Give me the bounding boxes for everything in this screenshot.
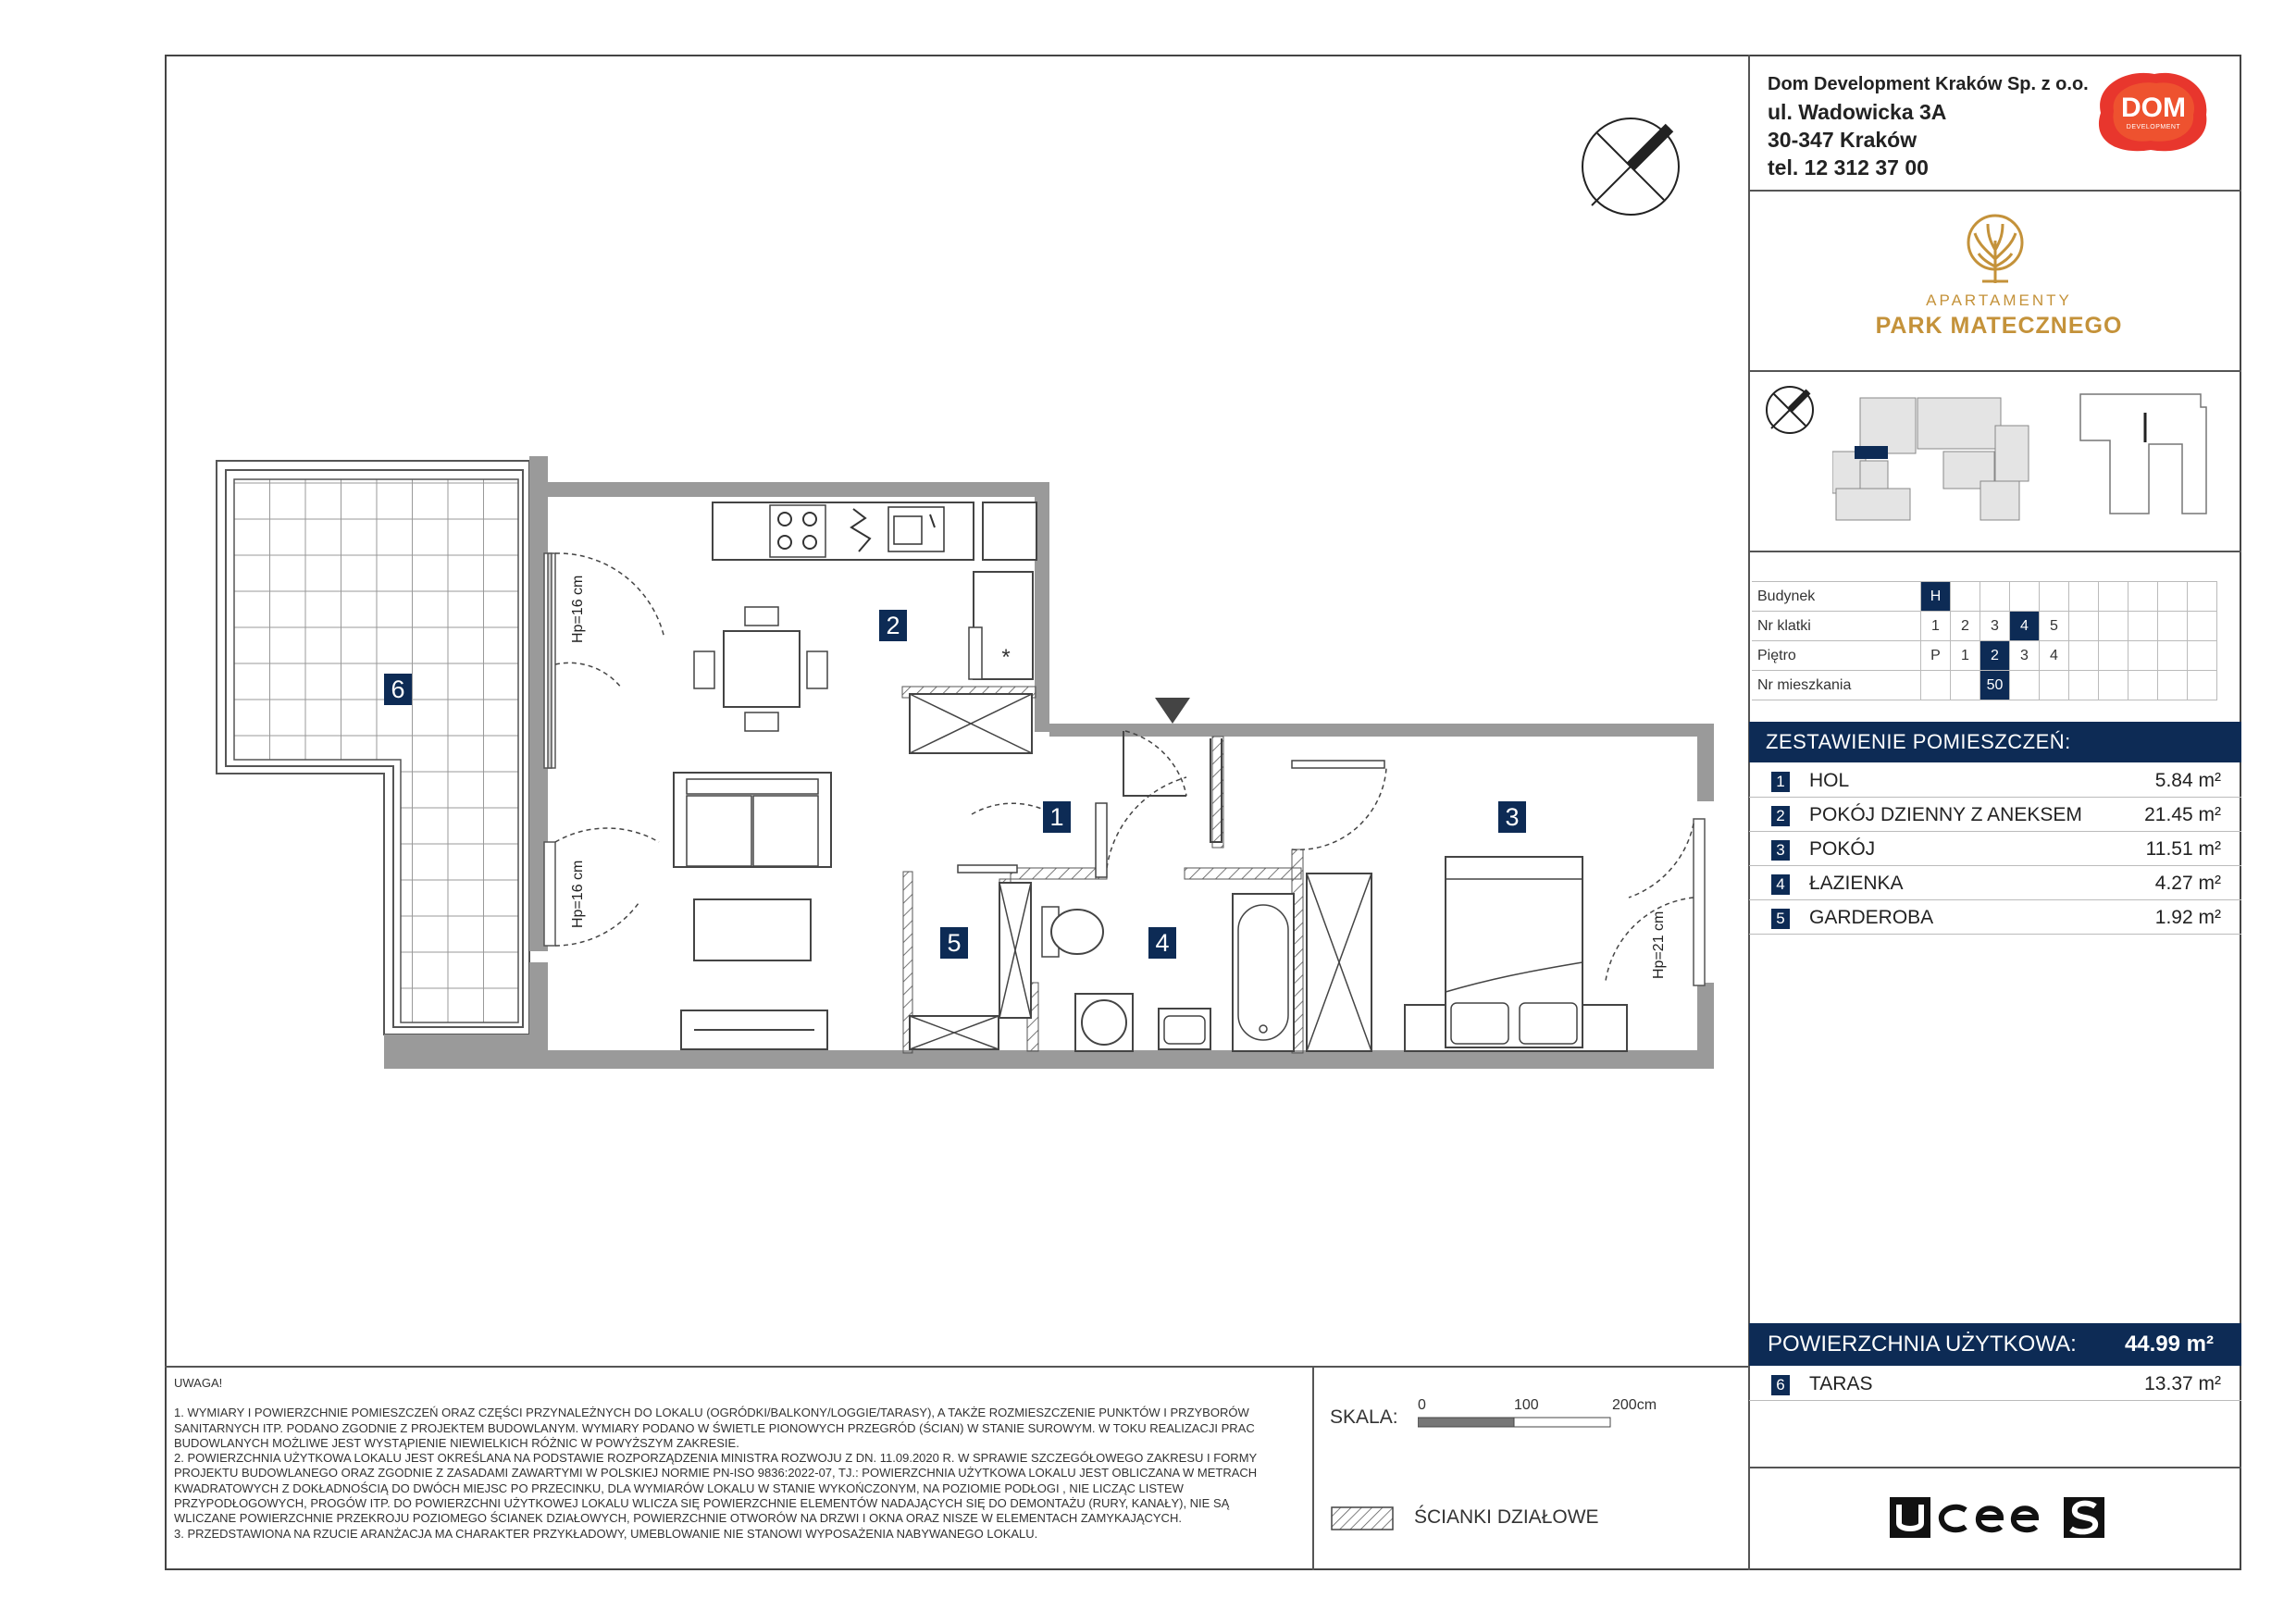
- plan-label-room-1: 1: [1043, 801, 1071, 833]
- klatka-2: 2: [1951, 612, 1980, 641]
- company-name: Dom Development Kraków Sp. z o.o.: [1768, 74, 2089, 94]
- company-address: [1768, 70, 2089, 181]
- unit-info-table: [1752, 581, 2217, 700]
- room-num: 1: [1771, 772, 1790, 792]
- plan-label-room-5: 5: [940, 927, 968, 959]
- terrace-name: TARAS: [1809, 1373, 1873, 1394]
- klatka-1: 1: [1921, 612, 1951, 641]
- room-name: ŁAZIENKA: [1809, 873, 1904, 894]
- company-city: 30-347 Kraków: [1768, 128, 1917, 152]
- project-name-line2: PARK MATECZNEGO: [1875, 313, 2123, 339]
- dom-development-logo: [2090, 67, 2214, 155]
- scale-bar: [1418, 1416, 1614, 1433]
- scale-tick-0: 0: [1418, 1397, 1426, 1413]
- panel-sep-3: [1748, 551, 2241, 552]
- pietro-2: 2: [1980, 641, 2010, 671]
- notes-p3: 3. PRZEDSTAWIONA NA RZUCIE ARANŻACJA MA CHARAKTER PRZYKŁADOWY, UMEBLOWANIE NIE STANOWI WYPOSAŻENIA NABYWANEGO LOKALU.: [174, 1526, 1038, 1541]
- footer-divider: [165, 1366, 1749, 1368]
- notes-p2: 2. POWIERZCHNIA UŻYTKOWA LOKALU JEST OKREŚLANA NA PODSTAWIE ROZPORZĄDZENIA MINISTRA ROZWOJU Z DN. 11.09.2020 R. W SPRAWIE SZCZEGÓŁOWEGO ZAKRESU I FORMY PROJEKTU BUDOWLANEGO ORAZ ZGODNIE Z ZASADAMI ZAWARTYMI W POLSKIEJ NORMIE PN-ISO 9836:2022-07, TJ.: POWIERZCHNIA UŻYTKOWA LOKALU JEST OBLICZANA W METRACH KWADRATOWYCH Z DOKŁADNOŚCIĄ DO DWÓCH MIEJSC PO PRZECINKU, DLA WYMIARÓW LOKALU W STANIE WYKOŃCZONYM, NA POZIOMIE PODŁOGI , NIE LICZĄC LISTEW PRZYPODŁOGOWYCH, PROGÓW ITP. DO POWIERZCHNI UŻYTKOWEJ LOKALU WLICZA SIĘ POWIERZCHNIE ELEMENTÓW NADAJĄCYCH SIĘ DO DEMONTAŻU (RURY, KANAŁY), NIE SĄ WLICZANE POWIERZCHNIE PRZEKROJU POZIOMEGO ŚCIANEK DZIAŁOWYCH, POWIERZCHNIE OTWORÓW NA DRZWI I OKNA ORAZ NISZE W ELEMENTACH ZAMYKAJĄCYCH.: [174, 1451, 1258, 1526]
- company-phone: tel. 12 312 37 00: [1768, 155, 1929, 180]
- footer-mid-divider: [1312, 1366, 1314, 1570]
- room-row: [1749, 867, 2241, 900]
- ucees-logo: [1888, 1493, 2110, 1542]
- plan-label-room-6: 6: [384, 674, 412, 705]
- rooms-header: ZESTAWIENIE POMIESZCZEŃ:: [1749, 722, 2241, 762]
- room-area: 4.27 m²: [2154, 873, 2221, 894]
- room-name: HOL: [1809, 770, 1850, 791]
- room-row: [1749, 799, 2241, 832]
- notes-p1: 1. WYMIARY I POWIERZCHNIE POMIESZCZEŃ ORAZ CZĘŚCI PRZYNALEŻNYCH DO LOKALU (OGRÓDKI/BALKONY/LOGGIE/TARASY), A TAKŻE ROZMIESZCZENIE PUNKTÓW I PRZYBORÓW SANITARNYCH ITP. PODANO ZGODNIE Z PROJEKTEM BUDOWLANYM. WYMIARY PODANO W ŚWIETLE PIONOWYCH PRZEGRÓD (ŚCIAN) W STANIE SUROWYM. W TOKU REALIZACJI PRAC BUDOWLANYCH MOŻLIWE JEST WYSTĄPIENIE NIEWIELKICH RÓŻNIC W POWYŻSZYM ZAKRESIE.: [174, 1406, 1255, 1450]
- room-name: POKÓJ DZIENNY Z ANEKSEM: [1809, 804, 2082, 825]
- terrace-area: 13.37 m²: [2144, 1373, 2221, 1394]
- plan-label-room-2: 2: [879, 610, 907, 641]
- pietro-3: 3: [2010, 641, 2040, 671]
- klatka-5: 5: [2040, 612, 2069, 641]
- legend-label: ŚCIANKI DZIAŁOWE: [1414, 1506, 1599, 1528]
- room-num: 3: [1771, 840, 1790, 861]
- room-row: [1749, 901, 2241, 935]
- panel-sep-1: [1748, 190, 2241, 192]
- pietro-1: 1: [1951, 641, 1980, 671]
- room-row: [1749, 764, 2241, 798]
- room-num: 2: [1771, 806, 1790, 826]
- klatka-4: 4: [2010, 612, 2040, 641]
- room-name: GARDEROBA: [1809, 907, 1934, 928]
- panel-sep-2: [1748, 370, 2241, 372]
- klatka-label: Nr klatki: [1752, 612, 1921, 641]
- budynek-value: H: [1921, 582, 1951, 612]
- panel-sep-4: [1748, 1467, 2241, 1468]
- terrace-row: [1749, 1368, 2241, 1401]
- scale-label: SKALA:: [1330, 1406, 1398, 1428]
- notes-title: UWAGA!: [174, 1376, 223, 1390]
- room-num: 5: [1771, 909, 1790, 929]
- park-matecznego-tree-icon: [1960, 213, 2030, 291]
- hatch-legend-icon: [1331, 1506, 1394, 1537]
- plan-label-room-4: 4: [1148, 927, 1176, 959]
- pietro-label: Piętro: [1752, 641, 1921, 671]
- klatka-3: 3: [1980, 612, 2010, 641]
- mieszkanie-value: 50: [1980, 671, 2010, 700]
- room-area: 11.51 m²: [2145, 838, 2221, 860]
- dom-logo-subtext: DEVELOPMENT: [2126, 124, 2181, 130]
- svg-text:*: *: [1001, 645, 1011, 670]
- threshold-height-label: Hp=16 cm: [570, 860, 586, 928]
- usable-area-value: 44.99 m²: [2124, 1332, 2214, 1357]
- dom-logo-text: DOM: [2121, 93, 2186, 123]
- scale-tick-200: 200cm: [1612, 1397, 1657, 1413]
- room-area: 21.45 m²: [2144, 804, 2221, 825]
- site-key-plan: [1832, 389, 2221, 532]
- usable-area-label: POWIERZCHNIA UŻYTKOWA:: [1768, 1332, 2077, 1357]
- budynek-label: Budynek: [1752, 582, 1921, 612]
- usable-area-bar: [1749, 1323, 2241, 1366]
- project-name-line1: APARTAMENTY: [1926, 291, 2072, 309]
- disclaimer-notes: [174, 1376, 1285, 1542]
- company-street: ul. Wadowicka 3A: [1768, 100, 1947, 124]
- room-area: 5.84 m²: [2154, 770, 2221, 791]
- terrace-num: 6: [1771, 1375, 1790, 1395]
- room-num: 4: [1771, 874, 1790, 895]
- room-area: 1.92 m²: [2154, 907, 2221, 928]
- mieszkanie-label: Nr mieszkania: [1752, 671, 1921, 700]
- room-row: [1749, 833, 2241, 866]
- plan-label-room-3: 3: [1498, 801, 1526, 833]
- pietro-p: P: [1921, 641, 1951, 671]
- threshold-height-label: Hp=16 cm: [570, 575, 586, 643]
- scale-tick-100: 100: [1514, 1397, 1539, 1413]
- mini-compass-icon: [1764, 384, 1816, 440]
- room-name: POKÓJ: [1809, 838, 1876, 860]
- pietro-4: 4: [2040, 641, 2069, 671]
- threshold-height-label: Hp=21 cm: [1651, 911, 1667, 979]
